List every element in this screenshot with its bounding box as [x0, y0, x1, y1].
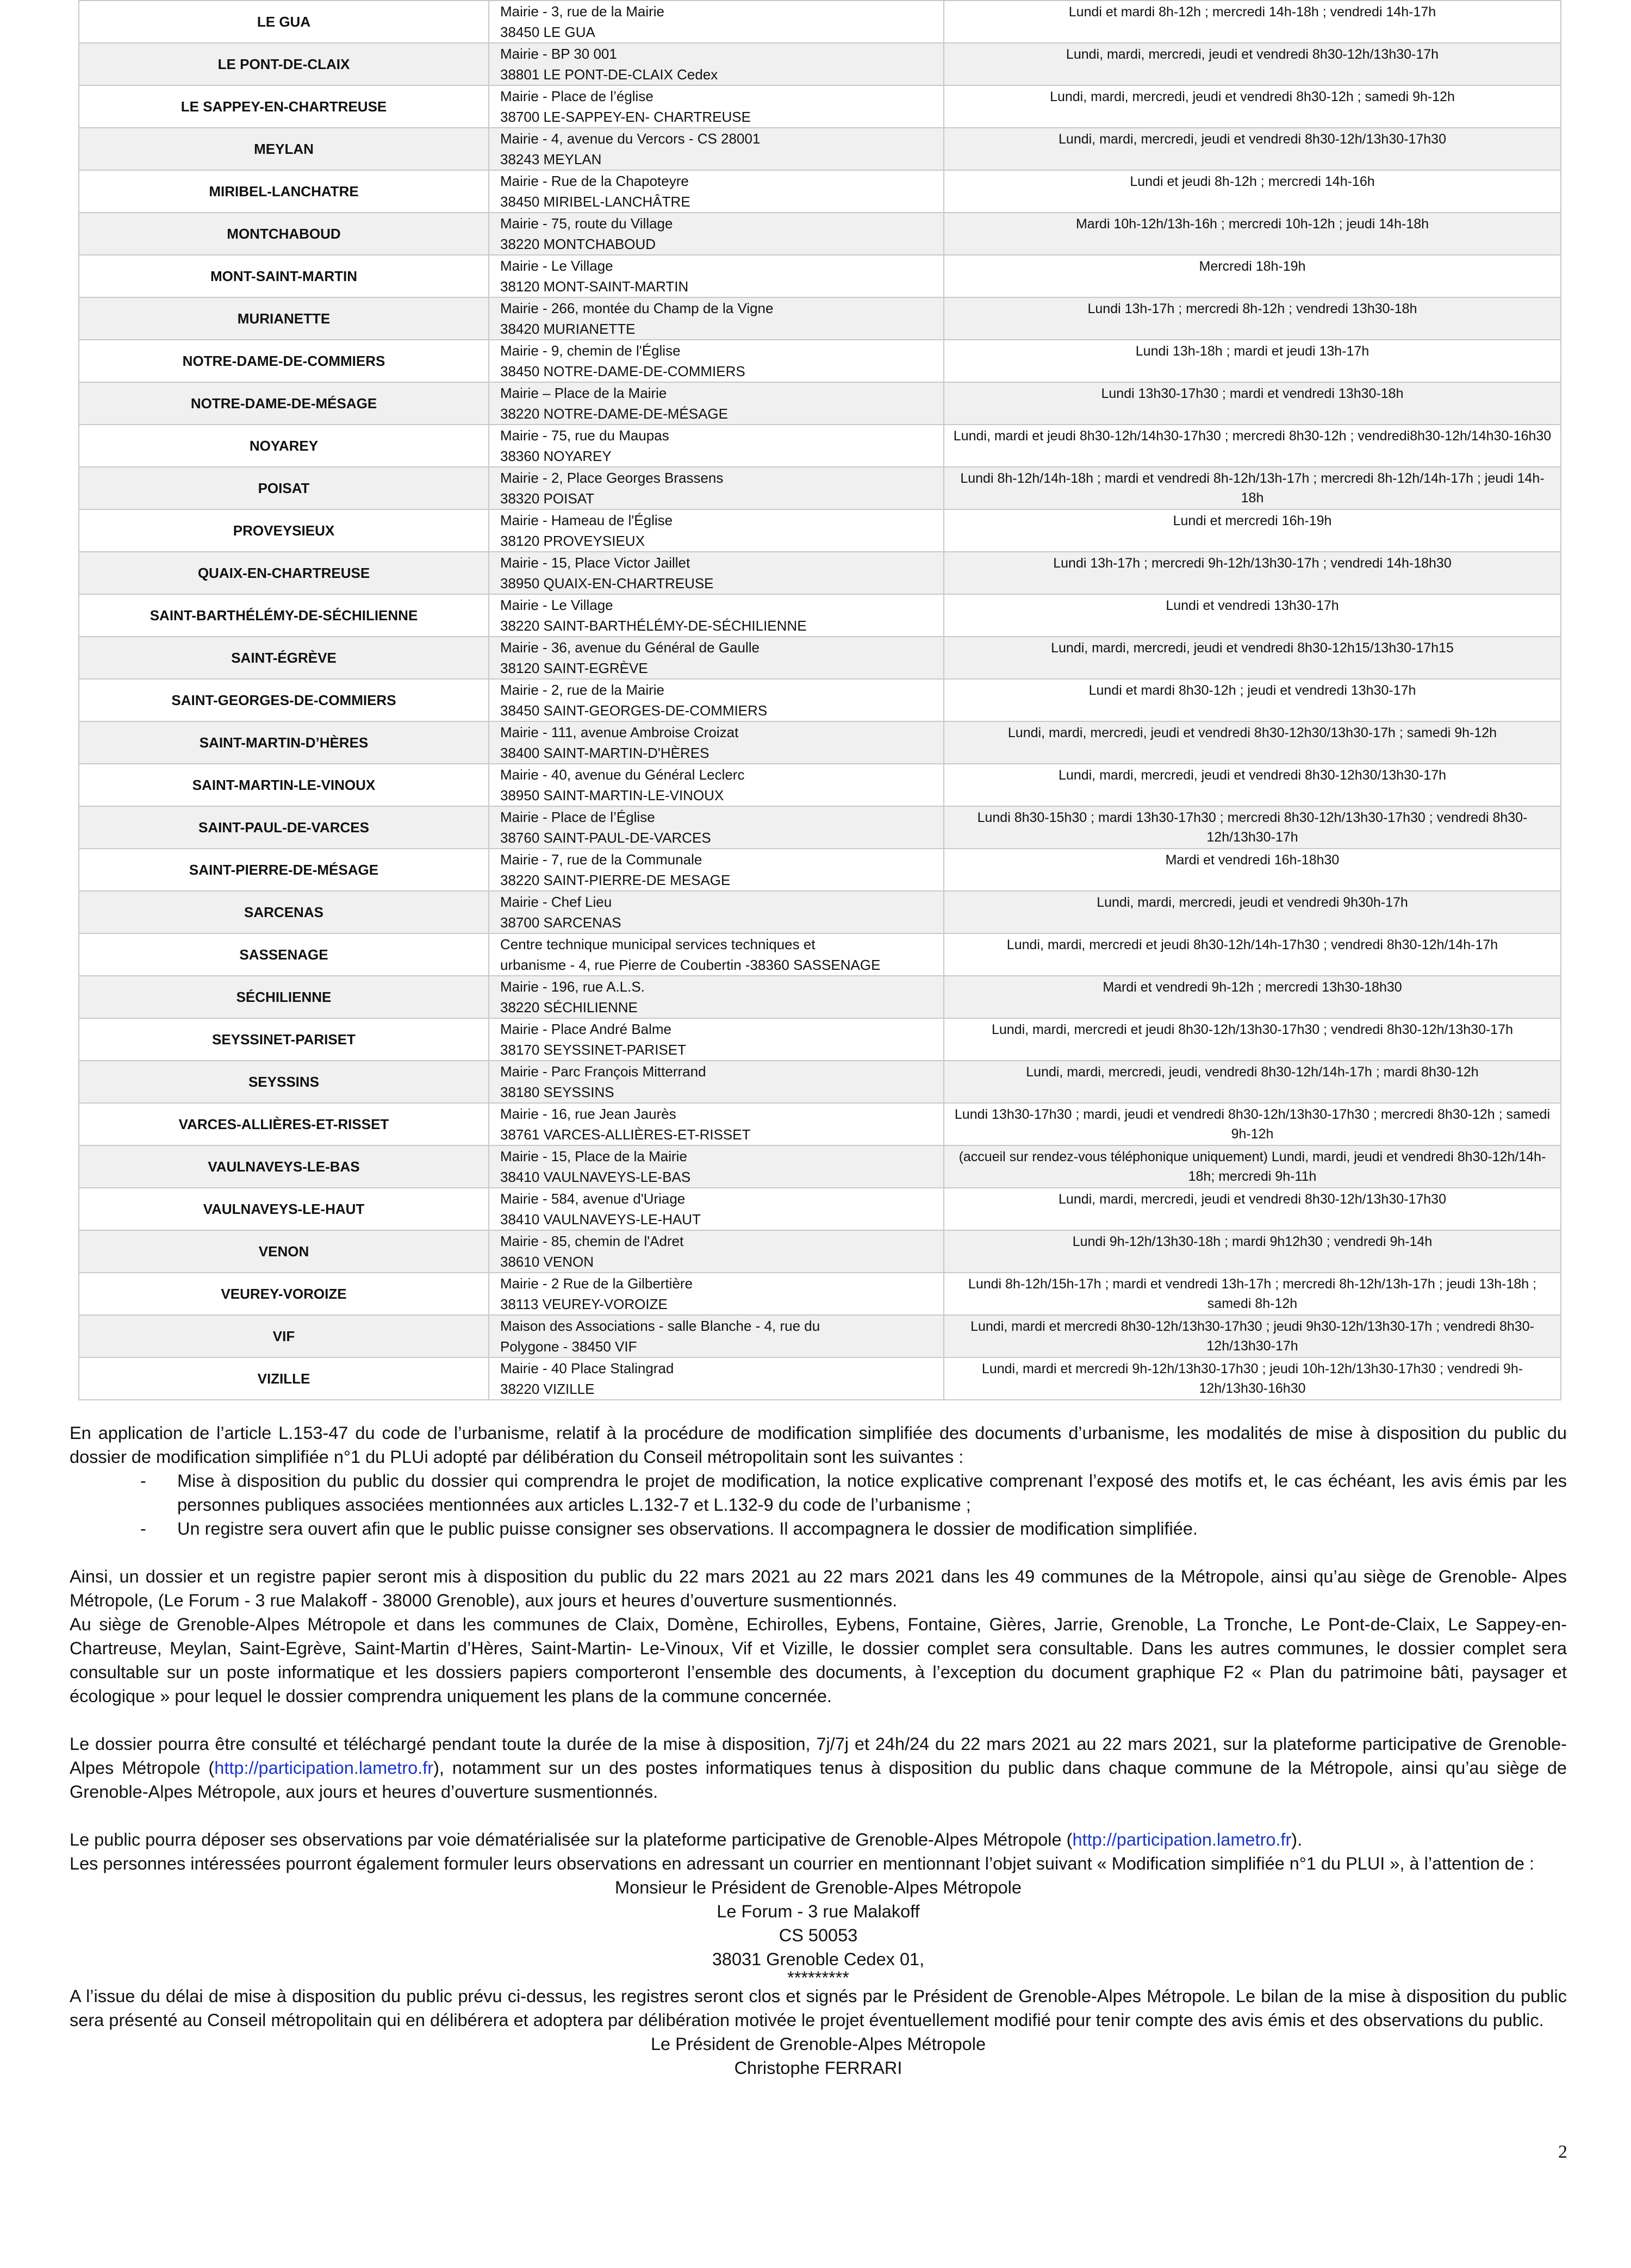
commune-address: [489, 933, 944, 976]
paragraph-observations: Le public pourra déposer ses observations par voie dématérialisée sur la plateforme participative de Grenoble-Alpes Métropole (http://participation.lametro.fr).: [70, 1830, 1303, 1849]
opening-hours: Lundi 8h30-15h30 ; mardi 13h30-17h30 ; mercredi 8h30-12h/13h30-17h30 ; vendredi 8h30-12h/13h30-17h: [944, 806, 1561, 849]
address-line-1: Mairie - Hameau de l'Église: [500, 512, 673, 528]
commune-address: [489, 509, 944, 552]
address-line-1: Mairie - 2 Rue de la Gilbertière: [500, 1275, 693, 1292]
table-row: [79, 976, 1561, 1018]
address-line-1: Mairie - 2, Place Georges Brassens: [500, 470, 724, 486]
table-row: [79, 933, 1561, 976]
commune-name: SEYSSINET-PARISET: [79, 1018, 489, 1061]
address-line-2: 38220 NOTRE-DAME-DE-MÉSAGE: [500, 406, 728, 422]
commune-name: SÉCHILIENNE: [79, 976, 489, 1018]
commune-address: [489, 1357, 944, 1400]
commune-address: [489, 764, 944, 806]
paragraph-consultation: Au siège de Grenoble-Alpes Métropole et dans les communes de Claix, Domène, Echirolles, Eybens, Fontaine, Gières, Jarrie, Grenoble, La Tronche, Le Pont-de-Claix, Le Sappey-en-Chartreuse, Meylan, Saint-Egrève, Saint-Martin d’Hères, Saint-Martin- Le-Vinoux, Vif et Vizille, le dossier complet sera consultable. Dans les autres communes, le dossier complet sera consultable sur un poste informatique et les dossiers papiers comporteront l’ensemble des documents, à l’exception du document graphique F2 « Plan du patrimoine bâti, paysager et écologique » pour lequel le dossier comprendra uniquement les plans de la commune concernée.: [70, 1615, 1567, 1706]
address-line-1: Mairie - 111, avenue Ambroise Croizat: [500, 724, 739, 740]
address-line-2: 38400 SAINT-MARTIN-D'HÈRES: [500, 745, 709, 761]
paragraph-closing: A l’issue du délai de mise à disposition du public prévu ci-dessus, les registres seront clos et signés par le Président de Grenoble-Alpes Métropole. Le bilan de la mise à disposition du public sera présenté au Conseil métropolitain qui en délibérera et adoptera par délibération motivée le projet éventuellement modifié pour tenir compte des avis émis et des observations du public.: [70, 1986, 1567, 2030]
opening-hours: Lundi, mardi, mercredi, jeudi et vendredi 9h30h-17h: [944, 891, 1561, 933]
page-number: 2: [1558, 2142, 1567, 2162]
table-row: [79, 679, 1561, 721]
commune-name: PROVEYSIEUX: [79, 509, 489, 552]
signature-title: Le Président de Grenoble-Alpes Métropole: [650, 2034, 986, 2054]
opening-hours: Lundi et mardi 8h30-12h ; jeudi et vendredi 13h30-17h: [944, 679, 1561, 721]
opening-hours: Lundi 13h-17h ; mercredi 8h-12h ; vendredi 13h30-18h: [944, 297, 1561, 340]
address-line-2: 38760 SAINT-PAUL-DE-VARCES: [500, 830, 711, 846]
address-line-1: Mairie - 85, chemin de l'Adret: [500, 1233, 684, 1249]
opening-hours: Lundi, mardi et mercredi 8h30-12h/13h30-17h30 ; jeudi 9h30-12h/13h30-17h ; vendredi 8h30-12h/13h30-17h: [944, 1315, 1561, 1357]
opening-hours: Lundi, mardi, mercredi et jeudi 8h30-12h/14h-17h30 ; vendredi 8h30-12h/14h-17h: [944, 933, 1561, 976]
table-row: [79, 1357, 1561, 1400]
opening-hours: Lundi 9h-12h/13h30-18h ; mardi 9h12h30 ; vendredi 9h-14h: [944, 1230, 1561, 1273]
commune-address: [489, 637, 944, 679]
communes-table: [78, 0, 1561, 1400]
address-line-2: 38420 MURIANETTE: [500, 321, 636, 337]
bullet-dash: -: [140, 1471, 146, 1491]
commune-name: VAULNAVEYS-LE-BAS: [79, 1145, 489, 1188]
address-line-2: 38950 SAINT-MARTIN-LE-VINOUX: [500, 787, 724, 803]
notice-text: [70, 1421, 1567, 2080]
table-row: [79, 1315, 1561, 1357]
commune-name: MONT-SAINT-MARTIN: [79, 255, 489, 297]
table-row: [79, 637, 1561, 679]
opening-hours: Mercredi 18h-19h: [944, 255, 1561, 297]
commune-address: [489, 1061, 944, 1103]
commune-name: SASSENAGE: [79, 933, 489, 976]
paragraph-mail: Les personnes intéressées pourront également formuler leurs observations en adressant un courrier en mentionnant l’objet suivant « Modification simplifiée n°1 du PLUI », à l’attention de :: [70, 1854, 1534, 1873]
commune-name: POISAT: [79, 467, 489, 509]
address-line-1: Mairie - Le Village: [500, 597, 613, 613]
participation-link[interactable]: http://participation.lametro.fr: [214, 1758, 434, 1778]
commune-address: [489, 213, 944, 255]
opening-hours: Lundi 13h30-17h30 ; mardi et vendredi 13h30-18h: [944, 382, 1561, 425]
opening-hours: Lundi et mardi 8h-12h ; mercredi 14h-18h ; vendredi 14h-17h: [944, 1, 1561, 43]
address-line-2: 38450 SAINT-GEORGES-DE-COMMIERS: [500, 702, 768, 719]
commune-name: VENON: [79, 1230, 489, 1273]
address-line-1: Mairie - 15, Place Victor Jaillet: [500, 554, 690, 571]
opening-hours: Mardi et vendredi 16h-18h30: [944, 849, 1561, 891]
commune-address: [489, 1230, 944, 1273]
address-line-1: Mairie - BP 30 001: [500, 46, 617, 62]
table-row: [79, 170, 1561, 213]
opening-hours: Lundi 13h-17h ; mercredi 9h-12h/13h30-17h ; vendredi 14h-18h30: [944, 552, 1561, 594]
communes-table-body: [79, 1, 1561, 1400]
commune-address: [489, 297, 944, 340]
address-line-2: 38220 SÉCHILIENNE: [500, 999, 638, 1015]
opening-hours: Lundi et jeudi 8h-12h ; mercredi 14h-16h: [944, 170, 1561, 213]
opening-hours: Lundi 13h30-17h30 ; mardi, jeudi et vendredi 8h30-12h/13h30-17h30 ; mercredi 8h30-12h ; samedi 9h-12h: [944, 1103, 1561, 1145]
address-line-1: Mairie - 2, rue de la Mairie: [500, 682, 664, 698]
opening-hours: Lundi 13h-18h ; mardi et jeudi 13h-17h: [944, 340, 1561, 382]
list-item: - Un registre sera ouvert afin que le public puisse consigner ses observations. Il accompagnera le dossier de modification simplifiée.: [70, 1517, 1567, 1541]
commune-address: [489, 425, 944, 467]
opening-hours: Lundi, mardi, mercredi, jeudi et vendredi 8h30-12h30/13h30-17h: [944, 764, 1561, 806]
opening-hours: Lundi, mardi et mercredi 9h-12h/13h30-17h30 ; jeudi 10h-12h/13h30-17h30 ; vendredi 9h-12h/13h30-16h30: [944, 1357, 1561, 1400]
address-line-1: Mairie - Place de l’église: [500, 88, 653, 104]
commune-address: [489, 43, 944, 85]
address-line-1: Mairie - 4, avenue du Vercors - CS 28001: [500, 130, 761, 147]
opening-hours: Mardi et vendredi 9h-12h ; mercredi 13h30-18h30: [944, 976, 1561, 1018]
address-line-1: Mairie - 16, rue Jean Jaurès: [500, 1106, 676, 1122]
commune-name: NOYAREY: [79, 425, 489, 467]
address-line-2: 38450 NOTRE-DAME-DE-COMMIERS: [500, 363, 745, 379]
address-line-2: 38410 VAULNAVEYS-LE-BAS: [500, 1169, 691, 1185]
table-row: [79, 1061, 1561, 1103]
commune-address: [489, 1145, 944, 1188]
paragraph-intro: En application de l’article L.153-47 du code de l’urbanisme, relatif à la procédure de modification simplifiée des documents d’urbanisme, les modalités de mise à disposition du public du dossier de modification simplifiée n°1 du PLUi adopté par délibération du Conseil métropolitain sont les suivantes :: [70, 1423, 1567, 1467]
address-line-2: 38243 MEYLAN: [500, 151, 602, 167]
address-line-1: Mairie - 196, rue A.L.S.: [500, 979, 645, 995]
table-row: [79, 891, 1561, 933]
address-line-1: Mairie – Place de la Mairie: [500, 385, 667, 401]
commune-address: [489, 467, 944, 509]
address-line: Monsieur le Président de Grenoble-Alpes Métropole: [615, 1878, 1022, 1897]
opening-hours: Mardi 10h-12h/13h-16h ; mercredi 10h-12h ; jeudi 14h-18h: [944, 213, 1561, 255]
address-line-2: 38113 VEUREY-VOROIZE: [500, 1296, 668, 1312]
paragraph-dates: Ainsi, un dossier et un registre papier seront mis à disposition du public du 22 mars 2021 au 22 mars 2021 dans les 49 communes de la Métropole, ainsi qu’au siège de Grenoble- Alpes Métropole, (Le Forum - 3 rue Malakoff - 38000 Grenoble), aux jours et heures d’ouverture susmentionnés.: [70, 1567, 1567, 1610]
commune-name: SEYSSINS: [79, 1061, 489, 1103]
commune-name: LE GUA: [79, 1, 489, 43]
table-row: [79, 255, 1561, 297]
commune-address: [489, 1103, 944, 1145]
commune-name: NOTRE-DAME-DE-MÉSAGE: [79, 382, 489, 425]
address-line-1: Centre technique municipal services techniques et: [500, 936, 816, 952]
commune-name: NOTRE-DAME-DE-COMMIERS: [79, 340, 489, 382]
address-line-1: Mairie - Place de l’Église: [500, 809, 655, 825]
address-line-2: 38320 POISAT: [500, 490, 594, 507]
address-line-1: Mairie - 3, rue de la Mairie: [500, 3, 664, 20]
table-row: [79, 467, 1561, 509]
commune-name: VIF: [79, 1315, 489, 1357]
address-line: CS 50053: [779, 1926, 858, 1945]
address-line-2: 38700 LE-SAPPEY-EN- CHARTREUSE: [500, 109, 751, 125]
table-row: [79, 806, 1561, 849]
address-line-1: Mairie - 266, montée du Champ de la Vigne: [500, 300, 774, 316]
commune-address: [489, 1, 944, 43]
table-row: [79, 721, 1561, 764]
signature-name: Christophe FERRARI: [734, 2058, 902, 2078]
table-row: [79, 1273, 1561, 1315]
commune-address: [489, 170, 944, 213]
opening-hours: Lundi, mardi, mercredi, jeudi et vendredi 8h30-12h15/13h30-17h15: [944, 637, 1561, 679]
address-line: Le Forum - 3 rue Malakoff: [717, 1902, 920, 1921]
opening-hours: Lundi, mardi, mercredi, jeudi, vendredi 8h30-12h/14h-17h ; mardi 8h30-12h: [944, 1061, 1561, 1103]
commune-address: [489, 340, 944, 382]
address-line-2: 38450 LE GUA: [500, 24, 595, 40]
address-line-2: 38120 SAINT-EGRÈVE: [500, 660, 648, 676]
opening-hours: Lundi, mardi, mercredi, jeudi et vendredi 8h30-12h ; samedi 9h-12h: [944, 85, 1561, 128]
table-row: [79, 297, 1561, 340]
address-line-1: Mairie - 40, avenue du Général Leclerc: [500, 767, 745, 783]
table-row: [79, 594, 1561, 637]
table-row: [79, 382, 1561, 425]
address-line-1: Maison des Associations - salle Blanche - 4, rue du: [500, 1318, 820, 1334]
participation-link[interactable]: http://participation.lametro.fr: [1072, 1830, 1292, 1849]
address-line-2: 38950 QUAIX-EN-CHARTREUSE: [500, 575, 714, 591]
commune-name: SAINT-MARTIN-LE-VINOUX: [79, 764, 489, 806]
table-row: [79, 764, 1561, 806]
commune-name: VAULNAVEYS-LE-HAUT: [79, 1188, 489, 1230]
commune-name: SAINT-PAUL-DE-VARCES: [79, 806, 489, 849]
table-row: [79, 552, 1561, 594]
opening-hours: Lundi, mardi, mercredi, jeudi et vendredi 8h30-12h30/13h30-17h ; samedi 9h-12h: [944, 721, 1561, 764]
address-line-2: 38120 MONT-SAINT-MARTIN: [500, 278, 689, 295]
address-line-2: 38801 LE PONT-DE-CLAIX Cedex: [500, 66, 718, 83]
address-line-2: 38410 VAULNAVEYS-LE-HAUT: [500, 1211, 701, 1228]
commune-name: MURIANETTE: [79, 297, 489, 340]
address-line-1: Mairie - 36, avenue du Général de Gaulle: [500, 639, 760, 656]
commune-address: [489, 594, 944, 637]
table-row: [79, 1230, 1561, 1273]
opening-hours: Lundi et mercredi 16h-19h: [944, 509, 1561, 552]
table-row: [79, 85, 1561, 128]
commune-address: [489, 679, 944, 721]
address-line-1: Mairie - 75, rue du Maupas: [500, 427, 669, 444]
separator-stars: *********: [787, 1968, 849, 1987]
address-line-2: 38761 VARCES-ALLIÈRES-ET-RISSET: [500, 1126, 751, 1143]
commune-address: [489, 85, 944, 128]
commune-address: [489, 806, 944, 849]
address-line-2: 38170 SEYSSINET-PARISET: [500, 1042, 686, 1058]
commune-name: SAINT-ÉGRÈVE: [79, 637, 489, 679]
address-line-2: 38220 SAINT-BARTHÉLÉMY-DE-SÉCHILIENNE: [500, 618, 807, 634]
commune-name: VARCES-ALLIÈRES-ET-RISSET: [79, 1103, 489, 1145]
commune-address: [489, 552, 944, 594]
opening-hours: Lundi 8h-12h/14h-18h ; mardi et vendredi 8h-12h/13h-17h ; mercredi 8h-12h/14h-17h ; jeudi 14h-18h: [944, 467, 1561, 509]
commune-name: VEUREY-VOROIZE: [79, 1273, 489, 1315]
address-line-2: Polygone - 38450 VIF: [500, 1338, 637, 1355]
commune-address: [489, 1315, 944, 1357]
commune-address: [489, 1018, 944, 1061]
opening-hours: Lundi, mardi, mercredi, jeudi et vendredi 8h30-12h/13h30-17h30: [944, 1188, 1561, 1230]
commune-address: [489, 382, 944, 425]
table-row: [79, 1018, 1561, 1061]
address-line-1: Mairie - Place André Balme: [500, 1021, 672, 1037]
commune-name: MEYLAN: [79, 128, 489, 170]
commune-name: SAINT-PIERRE-DE-MÉSAGE: [79, 849, 489, 891]
address-line-1: Mairie - 584, avenue d'Uriage: [500, 1191, 686, 1207]
commune-name: QUAIX-EN-CHARTREUSE: [79, 552, 489, 594]
commune-address: [489, 128, 944, 170]
commune-name: SAINT-MARTIN-D’HÈRES: [79, 721, 489, 764]
address-line-2: 38120 PROVEYSIEUX: [500, 533, 645, 549]
table-row: [79, 128, 1561, 170]
table-row: [79, 43, 1561, 85]
address-line-1: Mairie - Le Village: [500, 258, 613, 274]
opening-hours: Lundi, mardi, mercredi, jeudi et vendredi 8h30-12h/13h30-17h: [944, 43, 1561, 85]
address-line-1: Mairie - 75, route du Village: [500, 215, 673, 232]
address-line-1: Mairie - Parc François Mitterrand: [500, 1063, 706, 1080]
commune-name: MONTCHABOUD: [79, 213, 489, 255]
commune-name: LE PONT-DE-CLAIX: [79, 43, 489, 85]
commune-address: [489, 1273, 944, 1315]
address-line-1: Mairie - 40 Place Stalingrad: [500, 1360, 674, 1376]
table-row: [79, 1188, 1561, 1230]
commune-name: SARCENAS: [79, 891, 489, 933]
address-line-1: Mairie - 15, Place de la Mairie: [500, 1148, 687, 1164]
address-line-2: 38220 MONTCHABOUD: [500, 236, 656, 252]
address-line: 38031 Grenoble Cedex 01,: [712, 1949, 925, 1969]
address-line-2: 38450 MIRIBEL-LANCHÂTRE: [500, 194, 690, 210]
address-line-2: urbanisme - 4, rue Pierre de Coubertin -38360 SASSENAGE: [500, 957, 881, 973]
opening-hours: Lundi, mardi et jeudi 8h30-12h/14h30-17h30 ; mercredi 8h30-12h ; vendredi8h30-12h/14h30-16h30: [944, 425, 1561, 467]
address-line-2: 38220 SAINT-PIERRE-DE MESAGE: [500, 872, 731, 888]
address-line-2: 38360 NOYAREY: [500, 448, 612, 464]
table-row: [79, 509, 1561, 552]
opening-hours: Lundi 8h-12h/15h-17h ; mardi et vendredi 13h-17h ; mercredi 8h-12h/13h-17h ; jeudi 13h-18h ; samedi 8h-12h: [944, 1273, 1561, 1315]
commune-name: SAINT-GEORGES-DE-COMMIERS: [79, 679, 489, 721]
paragraph-online: Le dossier pourra être consulté et téléchargé pendant toute la durée de la mise à disposition, 7j/7j et 24h/24 du 22 mars 2021 au 22 mars 2021, sur la plateforme participative de Grenoble-Alpes Métropole (http://participation.lametro.fr), notamment sur un des postes informatiques tenus à disposition du public dans chaque commune de la Métropole, ainsi qu’au siège de Grenoble-Alpes Métropole, aux jours et heures d’ouverture susmentionnés.: [70, 1734, 1567, 1802]
commune-address: [489, 1188, 944, 1230]
modalities-list: [70, 1469, 1567, 1541]
address-line-1: Mairie - Rue de la Chapoteyre: [500, 173, 689, 189]
commune-address: [489, 976, 944, 1018]
commune-address: [489, 255, 944, 297]
opening-hours: Lundi et vendredi 13h30-17h: [944, 594, 1561, 637]
address-line-2: 38700 SARCENAS: [500, 914, 621, 931]
commune-name: SAINT-BARTHÉLÉMY-DE-SÉCHILIENNE: [79, 594, 489, 637]
address-line-1: Mairie - 7, rue de la Communale: [500, 851, 702, 868]
opening-hours: (accueil sur rendez-vous téléphonique uniquement) Lundi, mardi, jeudi et vendredi 8h30-12h/14h-18h; mercredi 9h-11h: [944, 1145, 1561, 1188]
commune-address: [489, 721, 944, 764]
table-row: [79, 425, 1561, 467]
commune-address: [489, 891, 944, 933]
commune-name: VIZILLE: [79, 1357, 489, 1400]
table-row: [79, 1, 1561, 43]
opening-hours: Lundi, mardi, mercredi, jeudi et vendredi 8h30-12h/13h30-17h30: [944, 128, 1561, 170]
address-line-2: 38180 SEYSSINS: [500, 1084, 614, 1100]
table-row: [79, 340, 1561, 382]
table-row: [79, 1145, 1561, 1188]
address-line-1: Mairie - 9, chemin de l'Église: [500, 342, 681, 359]
address-line-2: 38610 VENON: [500, 1254, 594, 1270]
bullet-dash: -: [140, 1519, 146, 1538]
commune-address: [489, 849, 944, 891]
table-row: [79, 1103, 1561, 1145]
commune-name: LE SAPPEY-EN-CHARTREUSE: [79, 85, 489, 128]
table-row: [79, 849, 1561, 891]
address-line-2: 38220 VIZILLE: [500, 1381, 595, 1397]
commune-name: MIRIBEL-LANCHATRE: [79, 170, 489, 213]
address-line-1: Mairie - Chef Lieu: [500, 894, 612, 910]
opening-hours: Lundi, mardi, mercredi et jeudi 8h30-12h/13h30-17h30 ; vendredi 8h30-12h/13h30-17h: [944, 1018, 1561, 1061]
list-item: - Mise à disposition du public du dossier qui comprendra le projet de modification, la notice explicative comprenant l’exposé des motifs et, le cas échéant, les avis émis par les personnes publiques associées mentionnées aux articles L.132-7 et L.132-9 du code de l’urbanisme ;: [70, 1469, 1567, 1517]
table-row: [79, 213, 1561, 255]
